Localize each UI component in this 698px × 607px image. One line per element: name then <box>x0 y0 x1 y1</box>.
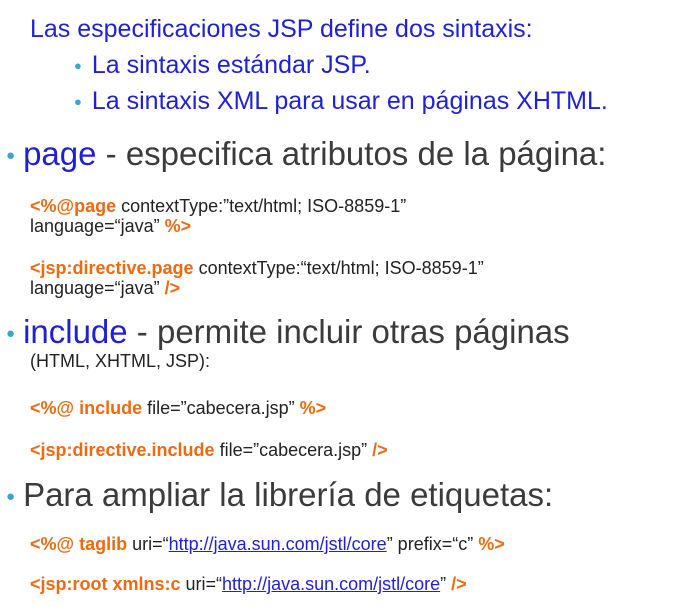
include-description: permite incluir otras páginas <box>156 313 570 350</box>
include-example-1 <box>30 398 326 418</box>
code-attrs: contextType:”text/html; ISO-8859-1” <box>116 196 407 216</box>
code-tag: <%@page <box>30 196 117 216</box>
page-example-1-line2 <box>30 216 191 236</box>
include-separator: - <box>127 313 157 350</box>
code-close: %> <box>478 534 505 554</box>
intro-subitem-1-text: La sintaxis estándar JSP. <box>91 51 371 79</box>
bullet-icon: ● <box>6 488 16 506</box>
code-attrs: ” prefix=“c” <box>386 534 479 554</box>
code-tag: <jsp:directive.page <box>30 258 194 278</box>
code-tag: <%@ include <box>30 398 143 418</box>
code-tag: <jsp:root xmlns:c <box>30 574 181 594</box>
intro-subitem-2-text: La sintaxis XML para usar en páginas XHTML. <box>91 87 608 115</box>
include-keyword: include <box>23 313 128 350</box>
code-tag: <%@ taglib <box>30 534 128 554</box>
bullet-icon: ● <box>74 58 82 74</box>
jstl-core-link[interactable]: http://java.sun.com/jstl/core <box>222 574 441 594</box>
page-description: especifica atributos de la página: <box>125 135 607 172</box>
code-attrs: file=”cabecera.jsp” <box>142 398 300 418</box>
code-attrs: file=”cabecera.jsp” <box>214 440 373 460</box>
code-attrs: uri=“ <box>127 534 169 554</box>
code-attrs: language=“java” <box>30 278 165 298</box>
page-example-1 <box>30 196 406 216</box>
code-attrs: language=“java” <box>30 216 165 236</box>
taglib-heading <box>6 476 553 516</box>
taglib-title: Para ampliar la librería de etiquetas: <box>23 476 554 513</box>
taglib-example-1 <box>30 534 505 554</box>
code-tag: <jsp:directive.include <box>30 440 215 460</box>
page-example-2-line2 <box>30 278 180 298</box>
code-close: /> <box>164 278 181 298</box>
include-note: (HTML, XHTML, JSP): <box>30 351 211 371</box>
code-close: %> <box>164 216 192 236</box>
bullet-icon: ● <box>6 325 16 343</box>
code-close: %> <box>299 398 327 418</box>
page-example-2 <box>30 258 484 278</box>
include-example-2 <box>30 440 388 460</box>
intro-title: Las especificaciones JSP define dos sintaxis: <box>30 15 533 43</box>
code-close: /> <box>372 440 388 460</box>
code-close: /> <box>451 574 467 594</box>
bullet-icon: ● <box>74 94 82 110</box>
jstl-core-link[interactable]: http://java.sun.com/jstl/core <box>168 534 387 554</box>
code-attrs: uri=“ <box>180 574 223 594</box>
intro-subitem-2 <box>74 86 608 117</box>
page-heading <box>6 135 606 175</box>
page-keyword: page <box>23 135 97 172</box>
intro-subitem-1 <box>74 50 371 81</box>
page-separator: - <box>96 135 126 172</box>
bullet-icon: ● <box>6 147 16 165</box>
include-heading <box>6 313 570 353</box>
taglib-example-2 <box>30 574 467 594</box>
code-attrs: contextType:“text/html; ISO-8859-1” <box>193 258 484 278</box>
code-attrs: ” <box>440 574 452 594</box>
